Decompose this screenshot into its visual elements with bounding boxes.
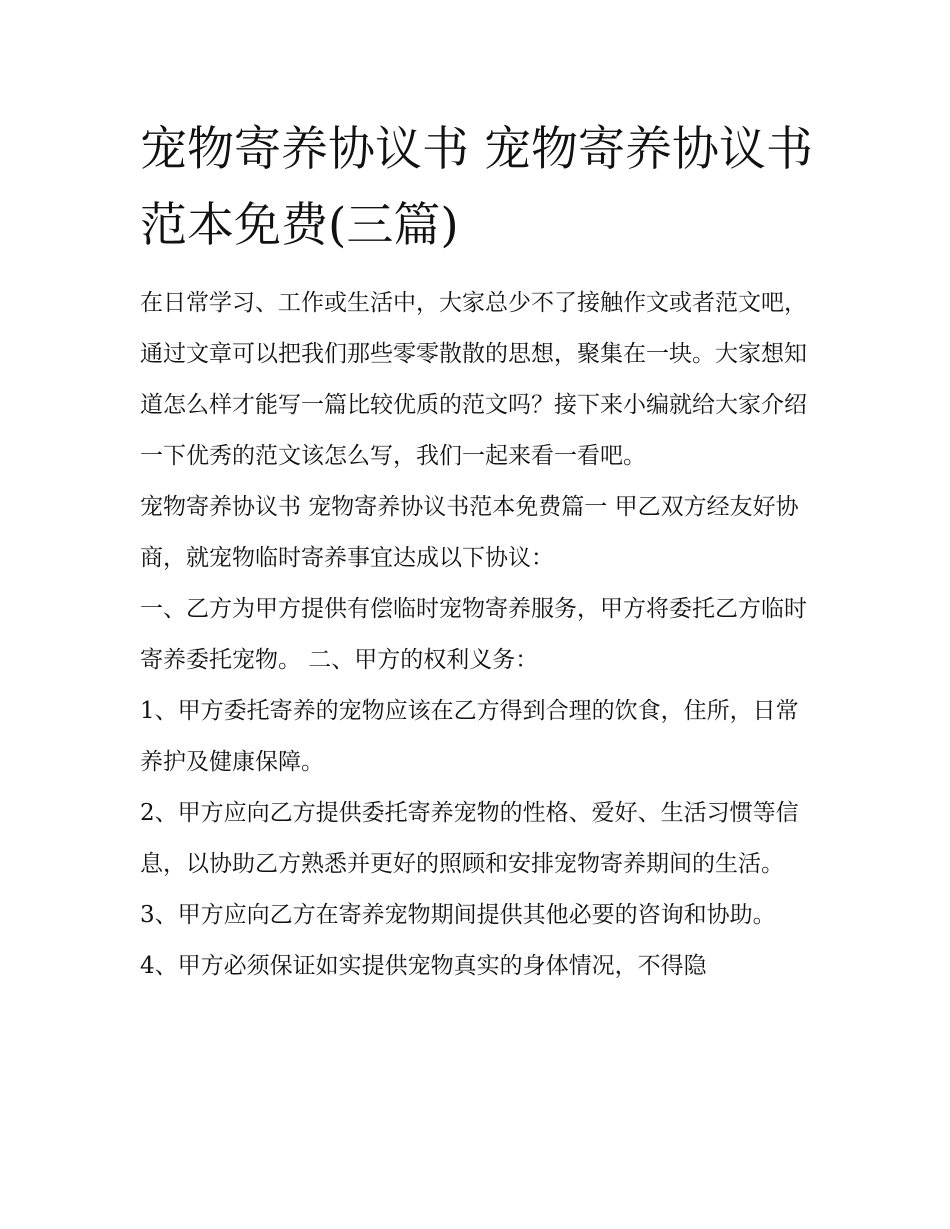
paragraph-intro: 在日常学习、工作或生活中，大家总少不了接触作文或者范文吧，通过文章可以把我们那些零零散散的思想，聚集在一块。大家想知道怎么样才能写一篇比较优质的范文吗？接下来小编就给大家介绍一下优秀的范文该怎么写，我们一起来看一看吧。 — [140, 290, 807, 469]
paragraph-clause-one: 一、乙方为甲方提供有偿临时宠物寄养服务，甲方将委托乙方临时寄养委托宠物。 二、甲方的权利义务： — [140, 596, 807, 673]
document-title: 宠物寄养协议书 宠物寄养协议书范本免费(三篇) — [140, 122, 813, 253]
paragraph-agreement-opening: 宠物寄养协议书 宠物寄养协议书范本免费篇一 甲乙双方经友好协商，就宠物临时寄养事宜达成以下协议： — [140, 494, 799, 571]
paragraph-item-3-4: 3、甲方应向乙方在寄养宠物期间提供其他必要的咨询和协助。 4、甲方必须保证如实提供宠物真实的身体情况，不得隐 — [140, 902, 776, 979]
paragraph-item-2: 2、甲方应向乙方提供委托寄养宠物的性格、爱好、生活习惯等信息，以协助乙方熟悉并更好的照顾和安排宠物寄养期间的生活。 — [140, 800, 799, 877]
document-body — [140, 278, 820, 992]
paragraph-item-1: 1、甲方委托寄养的宠物应该在乙方得到合理的饮食，住所，日常养护及健康保障。 — [140, 698, 799, 775]
